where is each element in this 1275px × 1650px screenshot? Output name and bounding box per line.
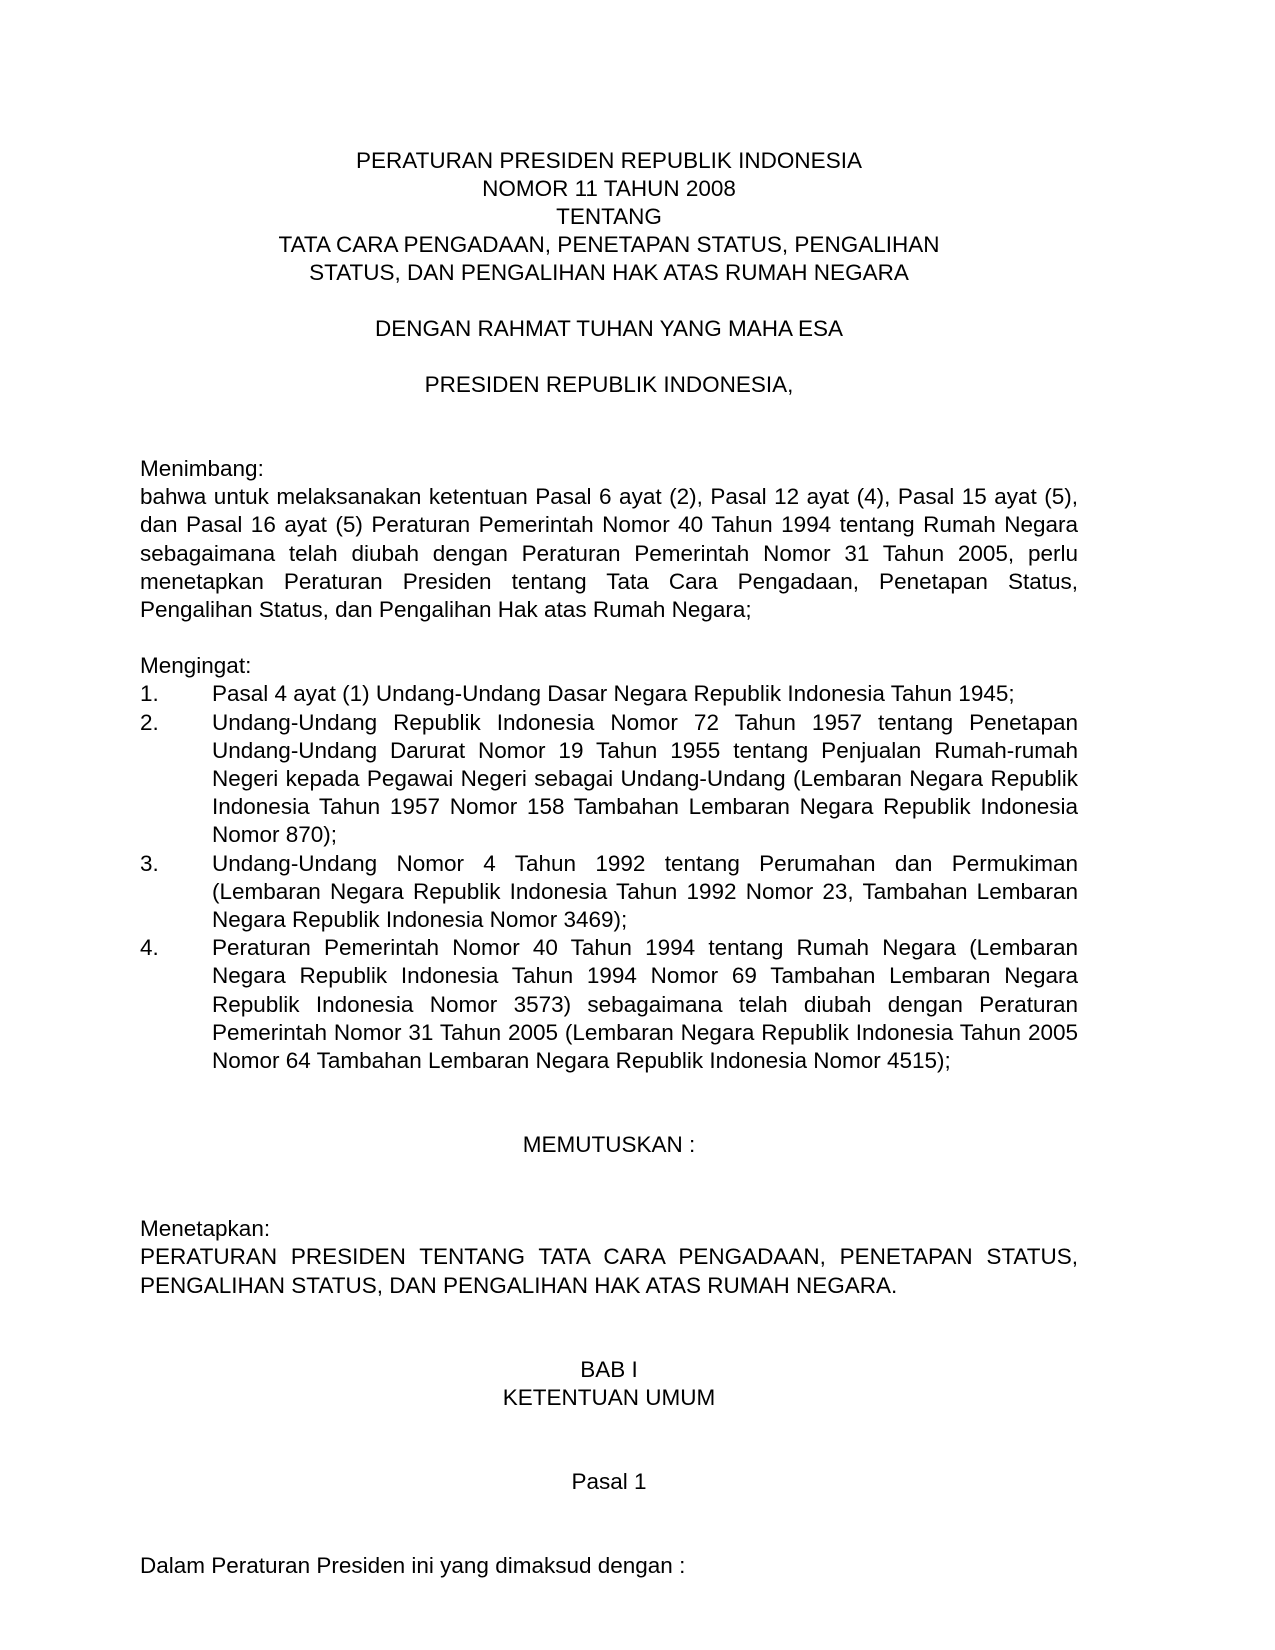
invocation-line: DENGAN RAHMAT TUHAN YANG MAHA ESA	[374, 316, 843, 341]
chapter-title: KETENTUAN UMUM	[502, 1384, 716, 1410]
establishing-label: Menetapkan:	[140, 1216, 271, 1242]
list-item	[140, 680, 1078, 708]
list-item-number: 4.	[140, 935, 159, 961]
list-item-text: Pasal 4 ayat (1) Undang-Undang Dasar Negara Republik Indonesia Tahun 1945;	[212, 681, 1015, 707]
spacer-before-chapter	[140, 1300, 1078, 1356]
spacer-before-considering	[140, 399, 1078, 455]
list-item	[140, 934, 1078, 1075]
list-item-number: 2.	[140, 709, 159, 735]
title-line-1: PERATURAN PRESIDEN REPUBLIK INDONESIA	[356, 148, 862, 173]
recalling-list	[140, 680, 1078, 1075]
spacer-before-recalling	[140, 624, 1078, 652]
article-number: Pasal 1	[571, 1468, 647, 1494]
spacer-after-invocation	[140, 343, 1078, 371]
recalling-label: Mengingat:	[140, 653, 252, 679]
chapter-number: BAB I	[580, 1356, 638, 1382]
list-item	[140, 709, 1078, 850]
title-line-5: STATUS, DAN PENGALIHAN HAK ATAS RUMAH NEGARA	[309, 260, 909, 285]
spacer-before-leadin	[140, 1496, 1078, 1552]
title-line-3: TENTANG	[556, 204, 662, 229]
establishing-text: PERATURAN PRESIDEN TENTANG TATA CARA PENGADAAN, PENETAPAN STATUS, PENGALIHAN STATUS, DAN PENGALIHAN HAK ATAS RUMAH NEGARA.	[140, 1244, 1078, 1298]
document-body	[140, 147, 1078, 1580]
spacer-after-title	[140, 287, 1078, 315]
list-item-text: Undang-Undang Nomor 4 Tahun 1992 tentang Perumahan dan Permukiman (Lembaran Negara Republik Indonesia Tahun 1992 Nomor 23, Tambahan Lembaran Negara Republik Indonesia Nomor 3469);	[212, 850, 1078, 933]
authority-line: PRESIDEN REPUBLIK INDONESIA,	[424, 372, 794, 397]
title-line-2: NOMOR 11 TAHUN 2008	[482, 176, 736, 201]
list-item-number: 3.	[140, 850, 159, 876]
list-item-text: Undang-Undang Republik Indonesia Nomor 72 Tahun 1957 tentang Penetapan Undang-Undang Darurat Nomor 19 Tahun 1955 tentang Penjualan Rumah-rumah Negeri kepada Pegawai Negeri sebagai Undang-Undang (Lembaran Negara Republik Indonesia Tahun 1957 Nomor 158 Tambahan Lembaran Negara Republik Indonesia Nomor 870);	[212, 709, 1078, 848]
article-lead-in: Dalam Peraturan Presiden ini yang dimaksud dengan :	[140, 1552, 686, 1578]
list-item-number: 1.	[140, 681, 159, 707]
considering-label: Menimbang:	[140, 456, 264, 481]
title-block	[140, 147, 1078, 287]
list-item-text: Peraturan Pemerintah Nomor 40 Tahun 1994 tentang Rumah Negara (Lembaran Negara Republik Indonesia Tahun 1994 Nomor 69 Tambahan Lembaran Negara Republik Indonesia Nomor 3573) sebagaimana telah diubah dengan Peraturan Pemerintah Nomor 31 Tahun 2005 (Lembaran Negara Republik Indonesia Tahun 2005 Nomor 64 Tambahan Lembaran Negara Republik Indonesia Nomor 4515);	[212, 935, 1078, 1074]
spacer-before-establishing	[140, 1159, 1078, 1215]
list-item	[140, 850, 1078, 935]
spacer-before-article	[140, 1412, 1078, 1468]
spacer-before-deciding	[140, 1075, 1078, 1131]
deciding-heading: MEMUTUSKAN :	[522, 1132, 696, 1158]
title-line-4: TATA CARA PENGADAAN, PENETAPAN STATUS, PENGALIHAN	[278, 232, 940, 257]
considering-text: bahwa untuk melaksanakan ketentuan Pasal 6 ayat (2), Pasal 12 ayat (4), Pasal 15 ayat (5), dan Pasal 16 ayat (5) Peraturan Pemerintah Nomor 40 Tahun 1994 tentang Rumah Negara sebagaimana telah diubah dengan Peraturan Pemerintah Nomor 31 Tahun 2005, perlu menetapkan Peraturan Presiden tentang Tata Cara Pengadaan, Penetapan Status, Pengalihan Status, dan Pengalihan Hak atas Rumah Negara;	[140, 484, 1078, 623]
